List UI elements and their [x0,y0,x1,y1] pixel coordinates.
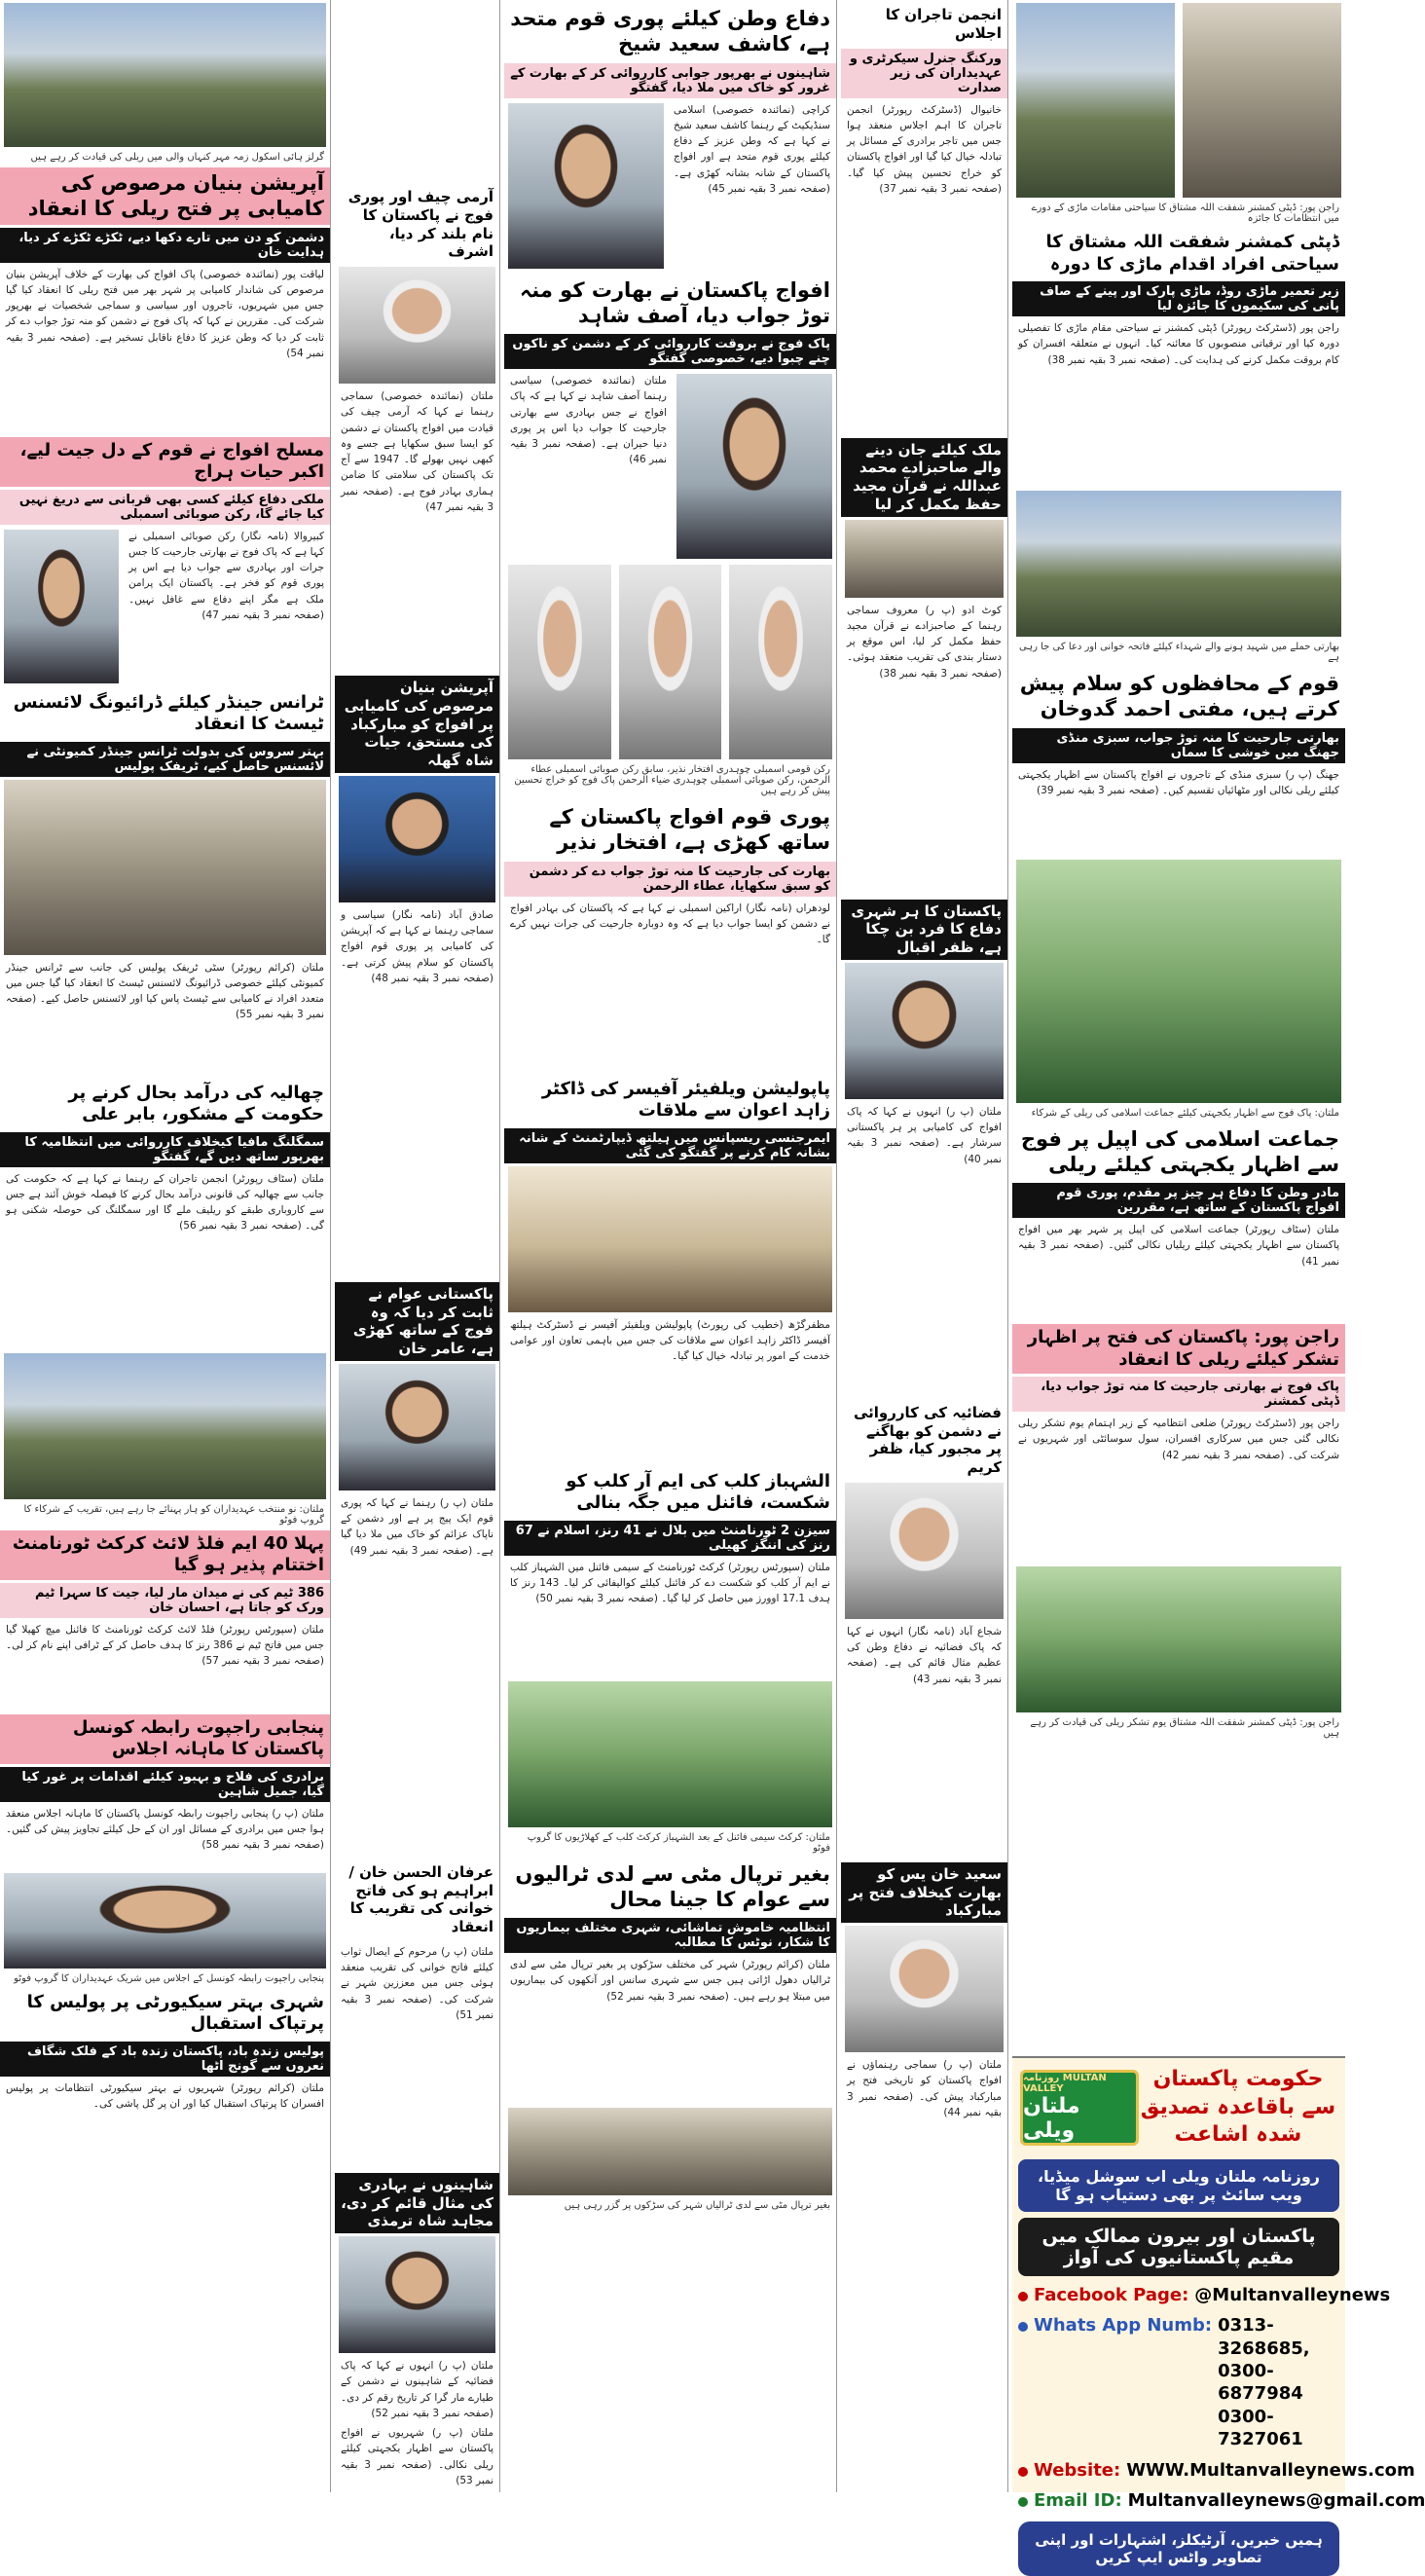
headline: پاپولیشن ویلفیئر آفیسر کی ڈاکٹر زاہد اعوان سے ملاقات [541,1078,830,1121]
article-body: ملتان (کرائم رپورٹر) شہر کی مختلف سڑکوں پر بغیر ترپال مٹی سے لدی ٹرالیاں دھول اڑاتی ہیں جس سے شہری سانس اور آنکھوں کی بیماریوں میں مبتلا ہو رہے ہیں۔ (صفحہ نمبر 3 بقیہ نمبر 52) [510,1959,830,2003]
portrait-photo [339,776,495,902]
email-link[interactable]: Multanvalleynews@gmail.com [1127,2489,1425,2511]
article-row [504,371,836,562]
portrait-photo [4,530,119,683]
portrait-photo [845,1926,1004,2052]
website-link[interactable]: WWW.Multanvalleynews.com [1126,2459,1415,2481]
article-body: ملتان (پ ر) شہریوں نے افواج پاکستان سے اظہار یکجہتی کیلئے ریلی نکالی۔ (صفحہ نمبر 3 بقیہ نمبر 53) [341,2427,493,2486]
rally-photo [4,3,326,147]
subheadline: بھارتی جارحیت کا منہ توڑ جواب، سبزی منڈی جھنگ میں خوشی کا سماں [1012,728,1345,763]
article-body: ملتان (سٹاف رپورٹر) جماعت اسلامی کی اپیل پر شہر بھر میں افواج پاکستان سے اظہار یکجہتی کیلئے ریلیاں نکالی گئیں۔ (صفحہ نمبر 3 بقیہ نمبر 41) [1018,1224,1339,1268]
headline: عرفان الحسن خان / ابراہیم ہو کی فاتح خوانی کی تقریب کا انعقاد [348,1862,493,1935]
ceremony-photo [845,520,1004,598]
portrait-photo [339,267,495,384]
article-body: جھنگ (پ ر) سبزی منڈی کے تاجروں نے افواج پاکستان سے اظہار یکجہتی کیلئے ریلی نکالی اور مٹھائیاں تقسیم کیں۔ (صفحہ نمبر 3 بقیہ نمبر 39) [1018,768,1339,796]
headline: پنجابی راجپوت رابطہ کونسل پاکستان کا ماہانہ اجلاس [0,1714,330,1764]
portrait-photo [676,374,832,559]
subheadline: 386 ٹیم کی نے میدان مار لیا، جیت کا سہرا ٹیم ورک کو جاتا ہے، احسان خان [0,1583,330,1618]
article-body: راجن پور (ڈسٹرکٹ رپورٹر) ڈپٹی کمشنر نے سیاحتی مقام ماڑی کا تفصیلی دورہ کیا اور ترقیاتی منصوبوں کا معائنہ کیا۔ انہوں نے متعلقہ افسران کو کام بروقت مکمل کرنے کی ہدایت کی۔ (صفحہ نمبر 3 بقیہ نمبر 38) [1018,322,1339,366]
article-body: ملتان (سپورٹس رپورٹر) فلڈ لائٹ کرکٹ ٹورنامنٹ کا فائنل میچ کھیلا گیا جس میں فاتح ٹیم نے 386 رنز کا ہدف حاصل کر کے ٹرافی اپنے نام کر لی۔ (صفحہ نمبر 3 بقیہ نمبر 57) [6,1623,324,1668]
article-body: ملتان (پ ر) انہوں نے کہا کہ پاک افواج کی کامیابی پر ہر پاکستانی سرشار ہے۔ (صفحہ نمبر 3 بقیہ نمبر 40) [847,1105,1002,1165]
trolley-photo [508,2108,832,2195]
column-1 [0,0,331,2492]
headline: جماعت اسلامی کی اپیل پر فوج سے اظہار یکجہتی کیلئے ریلی [1020,1126,1339,1176]
headline: آپریشن بنیان مرصوص کی کامیابی پر فتح ریلی کا انعقاد [0,167,330,225]
portrait-photo [339,1364,495,1490]
article-body: ملتان (پ ر) رہنما نے کہا کہ پوری قوم ایک پیج پر ہے اور دشمن کے ناپاک عزائم کو خاک میں ملا دیا گیا ہے۔ (صفحہ نمبر 3 بقیہ نمبر 49) [341,1496,493,1557]
headline: فضائیہ کی کارروائی نے دشمن کو بھاگنے پر مجبور کیا، ظفر کریم [853,1403,1002,1476]
site-visit-photo [1016,3,1175,198]
headline: راجن پور: پاکستان کی فتح پر اظہار تشکر کیلئے ریلی کا انعقاد [1012,1324,1345,1374]
article-row [0,527,330,686]
multan-valley-logo [1020,2070,1139,2146]
article-body: راجن پور (ڈسٹرکٹ رپورٹر) ضلعی انتظامیہ کے زیر اہتمام یوم تشکر ریلی نکالی گئی جس میں سرکاری افسران، سول سوسائٹی اور شہریوں نے شرکت کی۔ (صفحہ نمبر 3 بقیہ نمبر 42) [1018,1417,1339,1461]
article-body: لودھراں (نامہ نگار) اراکین اسمبلی نے کہا ہے کہ پاکستان کی بہادر افواج نے دشمن کو ایسا جواب دیا ہے کہ وہ دوبارہ جارحیت کی جرات نہیں کرے گا۔ [510,902,830,946]
subheadline: پاک فوج نے بھارتی جارحیت کا منہ توڑ جواب دیا، ڈپٹی کمشنر [1012,1377,1345,1412]
team-photo [508,1681,832,1827]
bullet-icon [1018,2497,1028,2507]
headline: ملک کیلئے جان دینے والے صاحبزادے محمد عبداللہ نے قرآن مجید حفظ مکمل کر لیا [841,438,1007,517]
article-body: ملتان (پ ر) پنجابی راجپوت رابطہ کونسل پاکستان کا ماہانہ اجلاس منعقد ہوا جس میں برادری کے مسائل اور ان کے حل کیلئے تجاویز پیش کی گئیں۔ (صفحہ نمبر 3 بقیہ نمبر 58) [6,1807,324,1852]
facebook-contact [1018,2284,1391,2306]
whatsapp-label: Whats App Numb: [1034,2315,1213,2337]
subheadline: پولیس زندہ باد، پاکستان زندہ باد کے فلک شگاف نعروں سے گونج اٹھا [0,2042,330,2077]
article-body: ملتان (نمائندہ خصوصی) سماجی رہنما نے کہا کہ آرمی چیف کی قیادت میں افواج پاکستان نے دشمن کو ایسا سبق سکھایا ہے جسے وہ کبھی نہیں بھولے گا۔ 1947 سے آج تک پاکستان کی سلامتی کا ضامن ہماری بہادر فوج ہے۔ (صفحہ نمبر 3 بقیہ نمبر 47) [341,390,493,513]
headline: بغیر ترپال مٹی سے لدی ٹرالیوں سے عوام کا جینا محال [515,1861,830,1911]
photo-caption: بھارتی حملے میں شہید ہونے والے شہداء کیلئے فاتحہ خوانی اور دعا کی جا رہی ہے [1018,642,1339,663]
article-body: مظفرگڑھ (خطیب کی رپورٹ) پاپولیشن ویلفیئر آفیسر نے ڈسٹرکٹ ہیلتھ آفیسر ڈاکٹر زاہد اعوان سے ملاقات کی جس میں باہمی تعاون اور عوامی خدمت کے امور پر تبادلہ خیال کیا گیا۔ [510,1318,830,1363]
subheadline: ملکی دفاع کیلئے کسی بھی قربانی سے دریغ نہیں کیا جائے گا، رکن صوبائی اسمبلی [0,490,330,525]
headline: مسلح افواج نے قوم کے دل جیت لیے، اکبر حیات ہراج [0,437,330,487]
logo-small-text: روزنامہ MULTAN VALLEY [1023,2072,1107,2094]
article-body: کوٹ ادو (پ ر) معروف سماجی رہنما کے صاحبزادے نے قرآن مجید حفظ مکمل کر لیا، اس موقع پر دستار بندی کی تقریب منعقد ہوئی۔ (صفحہ نمبر 3 بقیہ نمبر 38) [847,604,1002,680]
subheadline: ایمرجنسی ریسپانس میں ہیلتھ ڈیپارٹمنٹ کے شانہ بشانہ کام کرنے پر گفتگو کی گئی [504,1128,836,1163]
article-body: لیاقت پور (نمائندہ خصوصی) پاک افواج کی بھارت کے خلاف آپریشن بنیان مرصوص کی شاندار کامیابی پر شہر بھر میں فتح ریلی کا انعقاد کیا گیا جس میں شہریوں، تاجروں اور سیاسی و سماجی شخصیات نے بھرپور شرکت کی۔ مقررین نے کہا کہ پاک فوج نے دشمن کو منہ توڑ جواب دے کر ثابت کر دیا کہ وطن عزیز کا دفاع ناقابل تسخیر ہے۔ (صفحہ نمبر 3 بقیہ نمبر 54) [6,268,324,359]
bullet-icon [1018,2322,1028,2332]
subheadline: برادری کی فلاح و بہبود کیلئے اقدامات پر غور کیا گیا، جمیل شاہین [0,1767,330,1802]
headline: ٹرانس جینڈر کیلئے ڈرائیونگ لائسنس ٹیسٹ کا انعقاد [13,691,324,734]
subheadline: زیر تعمیر ماڑی روڈ، ماڑی پارک اور پینے کے صاف پانی کی سکیموں کا جائزہ لیا [1012,281,1345,316]
headline: پوری قوم افواج پاکستان کے ساتھ کھڑی ہے، افتخار نذیر [549,805,830,855]
govt-verified-text: حکومت پاکستان سے باقاعدہ تصدیق شدہ اشاعت [1140,2067,1336,2148]
photo-caption: بغیر ترپال مٹی سے لدی ٹرالیاں شہر کی سڑکوں پر گزر رہی ہیں [564,2200,830,2211]
whatsapp-number[interactable]: 0313-3268685, 0300-6877984 [1218,2315,1310,2405]
subheadline: دشمن کو دن میں تارے دکھا دیے، ٹکڑے ٹکڑے کر دیا، ہدایت خان [0,228,330,263]
subheadline: مادر وطن کا دفاع ہر چیز پر مقدم، پوری قوم افواج پاکستان کے ساتھ ہے، مقررین [1012,1183,1345,1218]
headline: پاکستان کا ہر شہری دفاع کا فرد بن چکا ہے، ظفر اقبال [841,900,1007,960]
article-body: شجاع آباد (نامہ نگار) انہوں نے کہا کہ پاک فضائیہ نے دفاع وطن کی عظیم مثال قائم کی ہے۔ (صفحہ نمبر 3 بقیہ نمبر 43) [847,1625,1002,1685]
article-body: ملتان (سٹاف رپورٹر) انجمن تاجران کے رہنما نے کہا ہے کہ حکومت کی جانب سے چھالیہ کی قانونی درآمد بحال کرنے کا فیصلہ خوش آئند ہے جس سے کاروباری طبقے کو ریلیف ملے گا اور سمگلنگ کی حوصلہ شکنی ہو گی۔ (صفحہ نمبر 3 بقیہ نمبر 56) [6,1172,324,1233]
article-body: ملتان (کرائم رپورٹر) شہریوں نے بہتر سیکیورٹی انتظامات پر پولیس افسران کا پرتپاک استقبال کیا اور ان پر گل پاشی کی۔ [6,2081,324,2110]
photo-caption: راجن پور: ڈپٹی کمشنر شفقت اللہ مشتاق کا سیاحتی مقامات ماڑی کے دورے میں انتظامات کا جائزہ [1031,202,1339,224]
headline: شاہینوں نے بہادری کی مثال قائم کر دی، مجاہد شاہ ترمذی [335,2173,499,2233]
multan-valley-ad [1012,2056,1425,2567]
subheadline: بہتر سروس کی بدولت ٹرانس جینڈر کمیونٹی نے لائسنس حاصل کیے، ٹریفک پولیس [0,742,330,777]
headline: دفاع وطن کیلئے پوری قوم متحد ہے، کاشف سعید شیخ [510,7,830,56]
facebook-link[interactable]: @Multanvalleynews [1194,2284,1391,2305]
photo-caption: راجن پور: ڈپٹی کمشنر شفقت اللہ مشتاق یوم تشکر ریلی کی قیادت کر رہے ہیں [1030,1717,1339,1739]
subheadline: سیزن 2 ٹورنامنٹ میں بلال نے 41 رنز، اسلام نے 67 رنز کی اننگز کھیلی [504,1521,836,1556]
photo-caption: گرلز ہائی اسکول زمہ مہر کنہاں والی میں ریلی کی قیادت کر رہے ہیں [30,152,324,163]
column-4 [841,0,1008,2492]
column-3 [504,0,837,2492]
article-body: ملتان (کرائم رپورٹر) سٹی ٹریفک پولیس کی جانب سے ٹرانس جینڈر کمیونٹی کیلئے خصوصی ڈرائیونگ لائسنس ٹیسٹ کا انعقاد کیا گیا جس میں متعدد افراد نے کامیابی سے ٹیسٹ پاس کیا اور لائسنس حاصل کیے۔ (صفحہ نمبر 3 بقیہ نمبر 55) [6,961,324,1021]
logo-main-text: ملتان ویلی [1023,2093,1080,2143]
facebook-label: Facebook Page: [1034,2284,1189,2305]
rally-photo [1016,1566,1341,1712]
website-contact [1018,2459,1415,2482]
email-label: Email ID: [1034,2489,1122,2511]
whatsapp-contact [1018,2314,1339,2450]
photo-caption: ملتان: پاک فوج سے اظہار یکجہتی کیلئے جماعت اسلامی کی ریلی کے شرکاء [1031,1107,1339,1119]
headline: آپریشن بنیان مرصوص کی کامیابی پر افواج کو مبارکباد کی مستحق، جیات شاہ گھلہ [335,676,499,773]
portrait-photo [845,963,1004,1099]
portrait-trio [504,562,836,762]
subheadline: سمگلنگ مافیا کیخلاف کارروائی میں انتظامیہ کا بھرپور ساتھ دیں گے، گفتگو [0,1132,330,1167]
portrait-photo [845,1483,1004,1619]
ad-header [1012,2058,1345,2153]
subheadline: شاہینوں نے بھرپور جوابی کارروائی کر کے بھارت کے غرور کو خاک میں ملا دیا، گفتگو [504,63,836,98]
portrait-photo [508,565,611,759]
article-body: ملتان (پ ر) مرحوم کے ایصال ثواب کیلئے فاتح خوانی کی تقریب منعقد ہوئی جس میں معززین شہر نے شرکت کی۔ (صفحہ نمبر 3 بقیہ نمبر 51) [341,1945,493,2021]
overseas-band: پاکستان اور بیرون ممالک میں مقیم پاکستانیوں کی آواز [1018,2218,1339,2276]
portrait-photo [619,565,722,759]
article-body: کراچی (نمائندہ خصوصی) اسلامی سنڈیکیٹ کے رہنما کاشف سعید شیخ نے کہا ہے کہ وطن عزیز کے دفاع کیلئے پوری قوم متحد ہے اور افواج پاکستان کے شانہ بشانہ کھڑی ہے۔ (صفحہ نمبر 3 بقیہ نمبر 45) [674,103,830,195]
headline: ڈپٹی کمشنر شفقت اللہ مشتاق کا سیاحتی افراد اقدام ماڑی کا دورہ [1045,232,1339,275]
whatsapp-numbers [1212,2314,1339,2450]
prayer-photo [1016,491,1341,637]
photo-caption: پنجابی راجپوت رابطہ کونسل کے اجلاس میں شریک عہدیداران کا گروپ فوٹو [14,1972,324,1984]
submit-news-band: ہمیں خبریں، آرٹیکلز، اشتہارات اور اپنی تصاویر واٹس ایپ کریں [1018,2521,1339,2576]
email-contact [1018,2489,1425,2512]
site-visit-photo [1183,3,1341,198]
subheadline: انتظامیہ خاموش تماشائی، شہری مختلف بیماریوں کا شکار، نوٹس کا مطالبہ [504,1918,836,1953]
headline: سعید خان یس کو بھارت کیخلاف فتح پر مبارکباد [841,1862,1007,1923]
event-photo [4,780,326,955]
photo-grid [1012,0,1345,201]
subheadline: پاک فوج نے بروقت کارروائی کر کے دشمن کو ناکوں چنے چبوا دیے، خصوصی گفتگو [504,334,836,369]
article-body: ملتان (پ ر) انہوں نے کہا کہ پاک فضائیہ کے شاہینوں نے دشمن کے طیارے مار گرا کر تاریخ رقم کر دی۔ (صفحہ نمبر 3 بقیہ نمبر 52) [341,2360,493,2419]
article-row [504,100,836,272]
portrait-photo [508,103,664,269]
office-photo [508,1166,832,1312]
photo-caption: ملتان: کرکٹ سیمی فائنل کے بعد الشہباز کرکٹ کلب کے کھلاڑیوں کا گروپ فوٹو [527,1831,830,1854]
social-media-band: روزنامہ ملتان ویلی اب سوشل میڈیا، ویب سائٹ پر بھی دستیاب ہو گا [1018,2159,1339,2212]
whatsapp-number[interactable]: 0300-7327061 [1218,2406,1303,2450]
subheadline: بھارت کی جارحیت کا منہ توڑ جواب دے کر دشمن کو سبق سکھایا، عطاء الرحمن [504,862,836,897]
article-body: ملتان (پ ر) سماجی رہنماؤں نے افواج پاکستان کو تاریخی فتح پر مبارکباد پیش کی۔ (صفحہ نمبر 3 بقیہ نمبر 44) [847,2059,1002,2118]
rally-photo [1016,860,1341,1103]
article-body: ملتان (سپورٹس رپورٹر) کرکٹ ٹورنامنٹ کے سیمی فائنل میں الشہباز کلب نے ایم آر کلب کو شکست دے کر فائنل کیلئے کوالیفائی کر لیا۔ 143 رنز کا ہدف 17.1 اوورز میں حاصل کر لیا گیا۔ (صفحہ نمبر 3 بقیہ نمبر 50) [510,1561,830,1605]
bullet-icon [1018,2467,1028,2477]
photo-caption: ملتان: نو منتخب عہدیداران کو ہار پہنائے جا رہے ہیں، تقریب کے شرکاء کا گروپ فوٹو [23,1503,324,1526]
headline: آرمی چیف اور پوری فوج نے پاکستان کا نام بلند کر دیا، اشرف [347,188,493,261]
column-2 [335,0,500,2492]
article-body: خانیوال (ڈسٹرکٹ رپورٹر) انجمن تاجران کا اہم اجلاس منعقد ہوا جس میں تاجر برادری کے مسائل پر تبادلہ خیال کیا گیا اور افواج پاکستان کو خراج تحسین پیش کیا گیا۔ (صفحہ نمبر 3 بقیہ نمبر 37) [847,103,1002,195]
portrait-photo [339,2236,495,2353]
headline: قوم کے محافظوں کو سلام پیش کرتے ہیں، مفتی احمد گدوخان [1019,672,1339,721]
website-label: Website: [1034,2459,1121,2481]
headline: انجمن تاجران کا اجلاس [885,6,1002,42]
subheadline: ورکنگ جنرل سیکرٹری و عہدیداران کی زیر صدارت [841,49,1007,98]
article-body: صادق آباد (نامہ نگار) سیاسی و سماجی رہنما نے کہا ہے کہ آپریشن کی کامیابی پر پوری قوم افواج پاکستان کو سلام پیش کرتی ہے۔ (صفحہ نمبر 3 بقیہ نمبر 48) [341,908,493,984]
bullet-icon [1018,2292,1028,2301]
group-photo [4,1353,326,1499]
headline: افواج پاکستان نے بھارت کو منہ توڑ جواب دیا، آصف شاہد [519,277,830,327]
portrait-photo [729,565,832,759]
article-body: ملتان (نمائندہ خصوصی) سیاسی رہنما آصف شاہد نے کہا ہے کہ پاک افواج نے جس بہادری سے بھارتی جارحیت کا جواب دیا اس پر پوری دنیا حیران ہے۔ (صفحہ نمبر 3 بقیہ نمبر 46) [510,375,667,466]
headline: شہری بہتر سیکیورٹی پر پولیس کا پرتپاک استقبال [26,1991,324,2034]
headline: الشہباز کلب کی ایم آر کلب کو شکست، فائنل میں جگہ بنالی [566,1470,830,1513]
photo-caption: رکن قومی اسمبلی چوہدری افتخار نذیر، سابق رکن صوبائی اسمبلی عطاء الرحمن، رکن صوبائی اسمبلی چوہدری ضیاء الرحمن پاک فوج کو خراج تحسین پیش کر رہے ہیں [514,764,830,796]
article-body: کبیروالا (نامہ نگار) رکن صوبائی اسمبلی نے کہا ہے کہ پاک فوج نے بھارتی جارحیت کا جس جرات اور بہادری سے جواب دیا ہے اس پر پوری قوم کو فخر ہے۔ پاکستان ایک پرامن ملک ہے مگر اپنے دفاع سے غافل نہیں۔ (صفحہ نمبر 3 بقیہ نمبر 47) [128,530,324,621]
headline: پہلا 40 ایم فلڈ لائٹ کرکٹ ٹورنامنٹ اختتام پذیر ہو گیا [0,1530,330,1580]
headline: پاکستانی عوام نے ثابت کر دیا کہ وہ فوج کے ساتھ کھڑی ہے، عامر خان [335,1282,499,1361]
group-portraits [4,1873,326,1969]
headline: چھالیہ کی درآمد بحال کرنے پر حکومت کے مشکور، بابر علی [68,1082,324,1124]
